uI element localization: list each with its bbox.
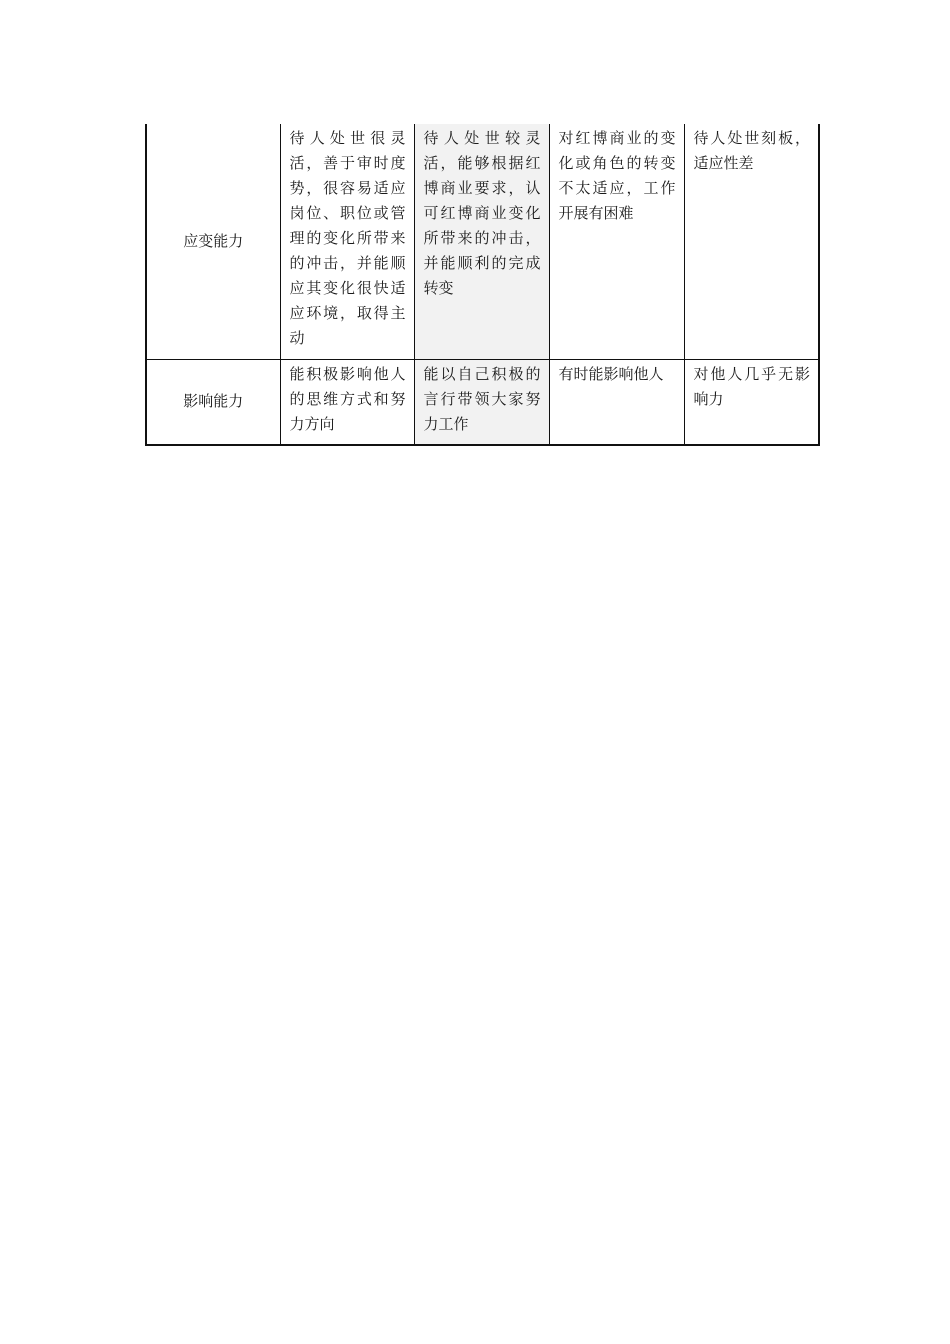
- table-cell: 对他人几乎无影响力: [684, 359, 819, 445]
- table-cell: 有时能影响他人: [549, 359, 684, 445]
- table-cell: 待人处世很灵活，善于审时度势，很容易适应岗位、职位或管理的变化所带来的冲击，并能顺应其变化很快适应环境，取得主动: [280, 124, 414, 359]
- row-label: 影响能力: [146, 359, 280, 445]
- table-cell: 对红博商业的变化或角色的转变不太适应，工作开展有困难: [549, 124, 684, 359]
- table-row: [146, 124, 819, 359]
- table-cell: 待人处世刻板，适应性差: [684, 124, 819, 359]
- table-cell-highlighted: 能以自己积极的言行带领大家努力工作: [414, 359, 549, 445]
- competency-table: [145, 124, 820, 446]
- table-cell-highlighted: 待人处世较灵活，能够根据红博商业要求，认可红博商业变化所带来的冲击，并能顺利的完成转变: [414, 124, 549, 359]
- table-row: [146, 359, 819, 445]
- table-cell: 能积极影响他人的思维方式和努力方向: [280, 359, 414, 445]
- row-label: 应变能力: [146, 124, 280, 359]
